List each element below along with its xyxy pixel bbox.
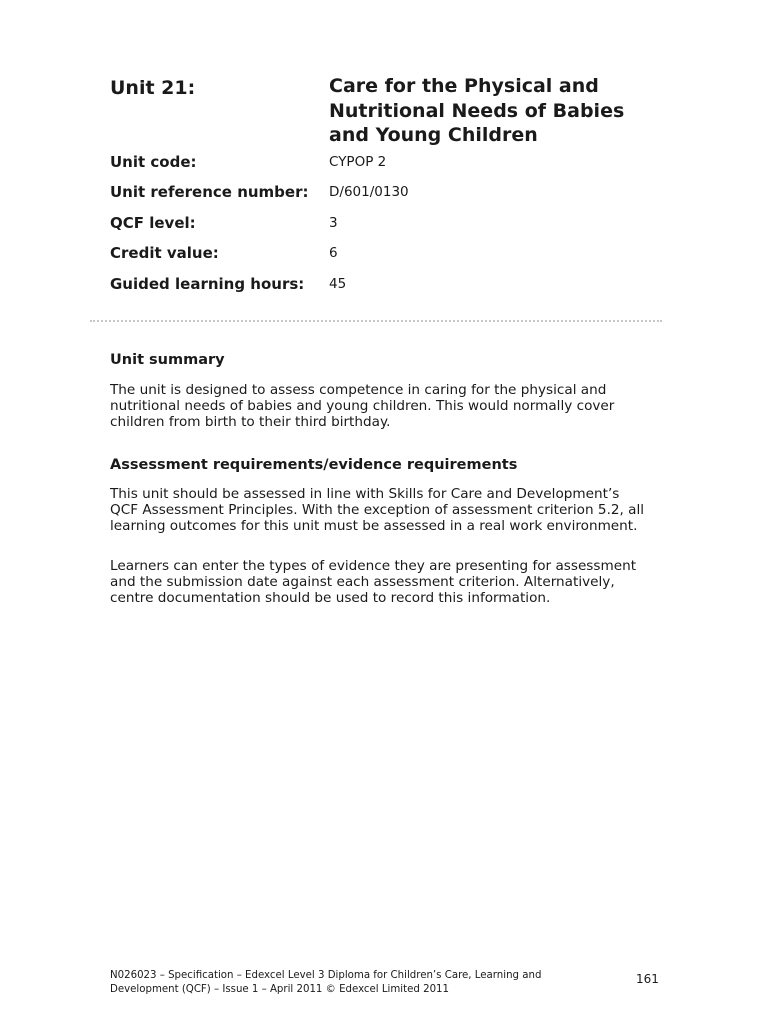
unit-title-heading: Care for the Physical and Nutritional Needs of Babies and Young Children — [329, 75, 625, 146]
info-row-credit-value — [110, 241, 670, 271]
unit-info-table — [110, 150, 670, 302]
info-value: D/601/0130 — [329, 184, 409, 201]
info-key: Guided learning hours: — [110, 274, 305, 293]
unit-summary-heading: Unit summary — [110, 352, 225, 368]
info-key: Credit value: — [110, 244, 219, 263]
info-value: 3 — [329, 214, 338, 231]
info-row-guided-learning-hours — [110, 272, 670, 302]
info-value: 45 — [329, 275, 347, 292]
unit-summary-text: The unit is designed to assess competence in caring for the physical and nutritional needs of babies and young children. This would normally cover children from birth to their third birthday. — [110, 382, 615, 431]
info-row-qcf-level — [110, 211, 670, 241]
assessment-paragraph-1: This unit should be assessed in line with Skills for Care and Development’s QCF Assessment Principles. With the exception of assessment criterion 5.2, all learning outcomes for this unit must be assessed in a real work environment. — [110, 486, 645, 535]
assessment-paragraph-2: Learners can enter the types of evidence they are presenting for assessment and the submission date against each assessment criterion. Alternatively, centre documentation should be used to record this information. — [110, 558, 637, 607]
footer-citation: N026023 – Specification – Edexcel Level 3 Diploma for Children’s Care, Learning and Development (QCF) – Issue 1 – April 2011 © Edexcel Limited 2011 — [110, 970, 542, 995]
assessment-requirements-heading: Assessment requirements/evidence requirements — [110, 457, 518, 473]
unit-number-heading: Unit 21: — [110, 77, 196, 99]
info-row-unit-code — [110, 150, 670, 180]
section-divider — [90, 320, 662, 322]
info-key: Unit reference number: — [110, 183, 309, 202]
info-key: QCF level: — [110, 213, 196, 232]
info-value: CYPOP 2 — [329, 154, 387, 170]
info-value: 6 — [329, 245, 338, 262]
page-number: 161 — [636, 972, 659, 986]
info-key: Unit code: — [110, 153, 197, 171]
info-row-unit-reference — [110, 180, 670, 210]
